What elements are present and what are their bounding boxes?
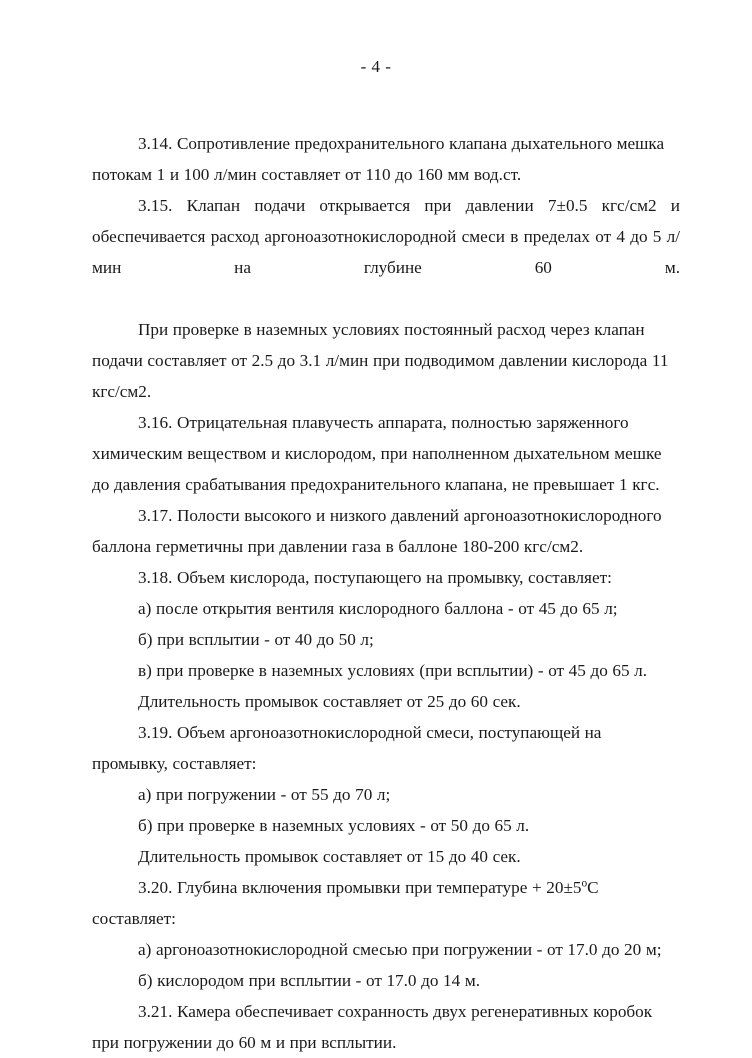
list-item-3-18-v: в) при проверке в наземных условиях (при всплытии) - от 45 до 65 л.	[138, 661, 648, 680]
list-item-3-20-b: б) кислородом при всплытии - от 17.0 до 14 м.	[138, 971, 481, 990]
list-item-3-18-b: б) при всплытии - от 40 до 50 л;	[138, 630, 374, 649]
paragraph-3-20-text-after-superscript: C составляет:	[92, 878, 599, 928]
paragraph-3-20-text-before-superscript: 3.20. Глубина включения промывки при температуре + 20±5	[138, 878, 582, 897]
list-item-3-20-a: а) аргоноазотнокислородной смесью при погружении - от 17.0 до 20 м;	[138, 940, 662, 959]
paragraph-3-16: 3.16. Отрицательная плавучесть аппарата, полностью заряженного химическим веществом и кислородом, при наполненном дыхательном мешке до давления срабатывания предохранительного клапана, не превышает 1 кгс.	[92, 413, 662, 494]
list-item-3-19-a: а) при погружении - от 55 до 70 л;	[138, 785, 391, 804]
paragraph-3-19-note: Длительность промывок составляет от 15 до 40 сек.	[138, 847, 521, 866]
list-item-3-18-a: а) после открытия вентиля кислородного баллона - от 45 до 65 л;	[138, 599, 618, 618]
paragraph-3-18-note: Длительность промывок составляет от 25 до 60 сек.	[138, 692, 521, 711]
paragraph-3-20	[92, 872, 680, 934]
paragraph-3-14: 3.14. Сопротивление предохранительного клапана дыхательного мешка потокам 1 и 100 л/мин составляет от 110 до 160 мм вод.ст.	[92, 134, 665, 184]
page-number-header: - 4 -	[360, 57, 392, 76]
paragraph-3-15-continuation: При проверке в наземных условиях постоянный расход через клапан подачи составляет от 2.5 до 3.1 л/мин при подводимом давлении кислорода 11 кгс/см2.	[92, 320, 669, 401]
list-item-3-19-b: б) при проверке в наземных условиях - от 50 до 65 л.	[138, 816, 530, 835]
degree-superscript: o	[581, 877, 588, 890]
paragraph-3-21: 3.21. Камера обеспечивает сохранность двух регенеративных коробок при погружении до 60 м и при всплытии.	[92, 1002, 653, 1052]
paragraph-3-15: 3.15. Клапан подачи открывается при давлении 7±0.5 кгс/см2 и обеспечивается расход аргоноазотнокислородной смеси в пределах от 4 до 5 л/мин на глубине 60 м.	[92, 196, 680, 277]
document-body	[92, 128, 680, 1058]
paragraph-3-17: 3.17. Полости высокого и низкого давлений аргоноазотнокислородного баллона герметичны при давлении газа в баллоне 180-200 кгс/см2.	[92, 506, 662, 556]
paragraph-3-18: 3.18. Объем кислорода, поступающего на промывку, составляет:	[138, 568, 612, 587]
paragraph-3-19: 3.19. Объем аргоноазотнокислородной смеси, поступающей на промывку, составляет:	[92, 723, 602, 773]
